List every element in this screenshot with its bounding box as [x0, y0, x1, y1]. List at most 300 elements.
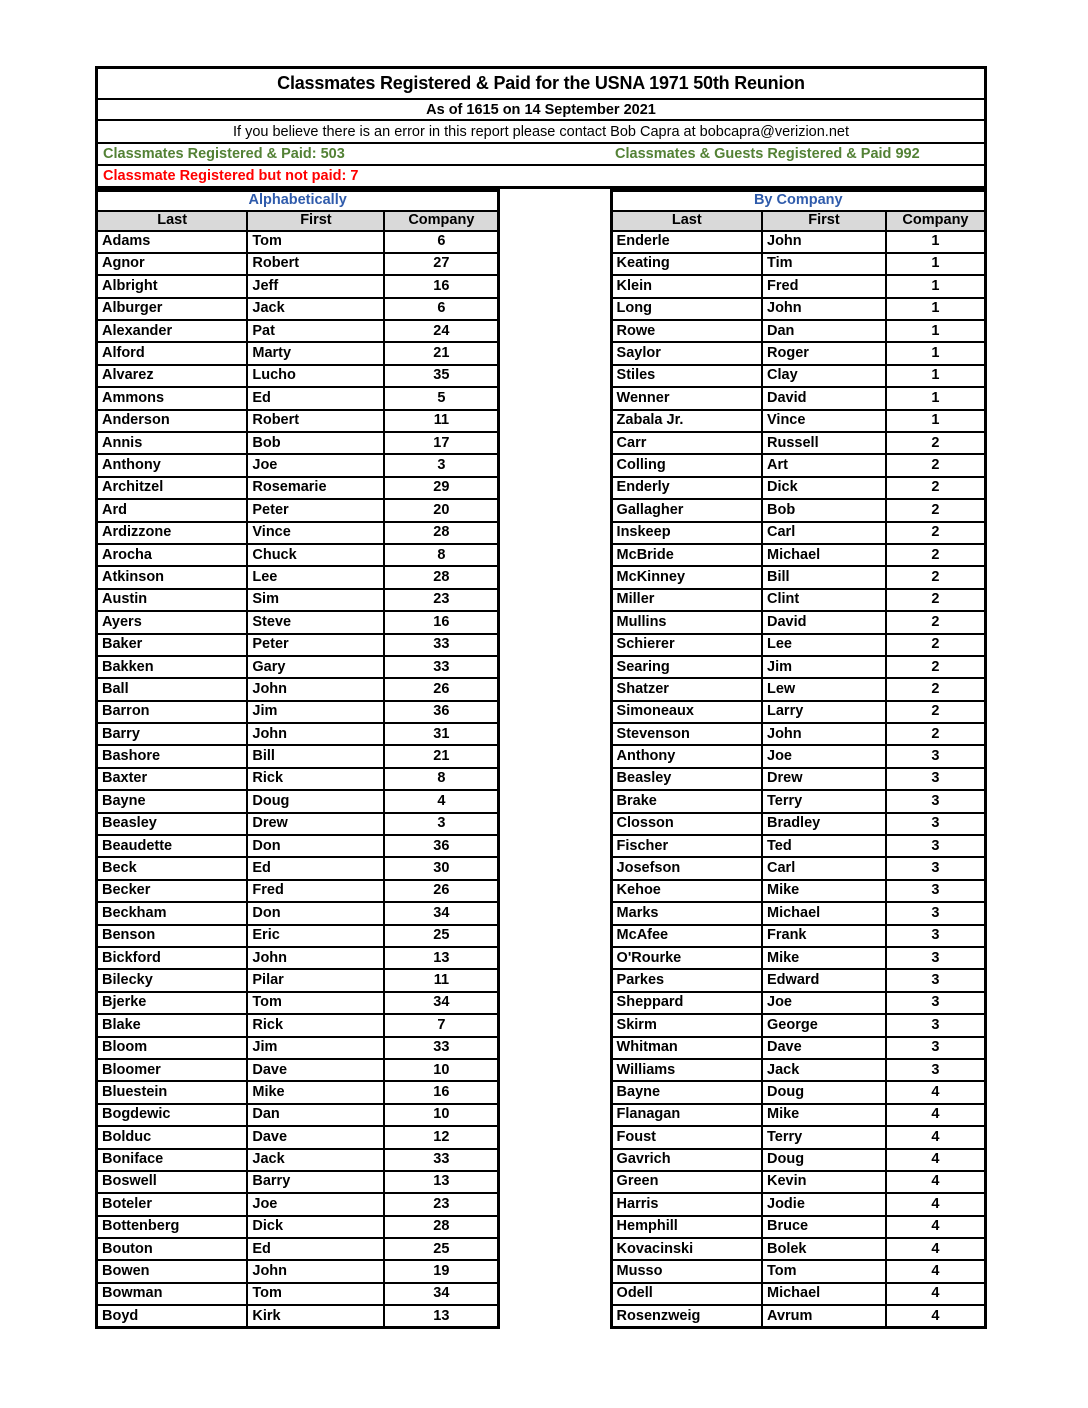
by-company-last-name-cell: Klein [611, 275, 762, 297]
alphabetical-company-cell: 16 [384, 611, 498, 633]
alphabetical-table-row [97, 902, 499, 924]
by-company-last-name-cell: Harris [611, 1193, 762, 1215]
by-company-company-cell: 4 [886, 1126, 986, 1148]
by-company-first-name-cell: Doug [762, 1081, 886, 1103]
alphabetical-first-name-cell: Rick [247, 1014, 384, 1036]
by-company-company-cell: 4 [886, 1238, 986, 1260]
by-company-last-name-cell: Keating [611, 253, 762, 275]
alphabetical-table-row [97, 790, 499, 812]
alphabetical-last-name-cell: Bloom [97, 1037, 248, 1059]
report-contact-note: If you believe there is an error in this report please contact Bob Capra at bobcapra@verizion.net [98, 119, 984, 142]
by-company-company-cell: 2 [886, 477, 986, 499]
alphabetical-first-name-cell: Pilar [247, 969, 384, 991]
by-company-company-cell: 1 [886, 365, 986, 387]
alphabetical-table-row [97, 880, 499, 902]
by-company-company-cell: 3 [886, 813, 986, 835]
alphabetical-company-cell: 16 [384, 1081, 498, 1103]
by-company-company-cell: 2 [886, 522, 986, 544]
alphabetical-table-row [97, 365, 499, 387]
by-company-table-row [611, 253, 985, 275]
alphabetical-first-name-cell: Ed [247, 1238, 384, 1260]
by-company-first-name-cell: Roger [762, 342, 886, 364]
alphabetical-company-cell: 13 [384, 1305, 498, 1327]
alphabetical-company-cell: 19 [384, 1260, 498, 1282]
by-company-company-cell: 2 [886, 656, 986, 678]
by-company-company-cell: 1 [886, 320, 986, 342]
by-company-first-name-cell: Lee [762, 634, 886, 656]
by-company-last-name-cell: Simoneaux [611, 701, 762, 723]
by-company-table [610, 189, 987, 1329]
alphabetical-table-row [97, 253, 499, 275]
section-title-row [611, 191, 985, 211]
alphabetical-company-cell: 16 [384, 275, 498, 297]
alphabetical-first-name-cell: Robert [247, 253, 384, 275]
right-first-column-header: First [762, 211, 886, 231]
alphabetical-first-name-cell: Marty [247, 342, 384, 364]
alphabetical-last-name-cell: Alburger [97, 298, 248, 320]
alphabetical-company-cell: 7 [384, 1014, 498, 1036]
by-company-first-name-cell: George [762, 1014, 886, 1036]
alphabetical-first-name-cell: Kirk [247, 1305, 384, 1327]
by-company-table-row [611, 1081, 985, 1103]
alphabetical-last-name-cell: Arocha [97, 544, 248, 566]
alphabetical-first-name-cell: Dick [247, 1216, 384, 1238]
alphabetical-company-cell: 3 [384, 454, 498, 476]
alphabetical-table-row [97, 477, 499, 499]
by-company-first-name-cell: Kevin [762, 1171, 886, 1193]
alphabetical-first-name-cell: Dave [247, 1126, 384, 1148]
alphabetical-company-cell: 36 [384, 835, 498, 857]
by-company-last-name-cell: Kehoe [611, 880, 762, 902]
by-company-last-name-cell: Hemphill [611, 1216, 762, 1238]
by-company-table-row [611, 410, 985, 432]
alphabetical-last-name-cell: Bowen [97, 1260, 248, 1282]
by-company-company-cell: 2 [886, 566, 986, 588]
by-company-last-name-cell: Mullins [611, 611, 762, 633]
by-company-first-name-cell: Carl [762, 522, 886, 544]
by-company-company-cell: 3 [886, 902, 986, 924]
alphabetical-table-row [97, 522, 499, 544]
by-company-company-cell: 2 [886, 701, 986, 723]
by-company-company-cell: 2 [886, 611, 986, 633]
by-company-company-cell: 2 [886, 678, 986, 700]
alphabetical-last-name-cell: Beckham [97, 902, 248, 924]
alphabetical-company-cell: 3 [384, 813, 498, 835]
by-company-table-row [611, 947, 985, 969]
alphabetical-table-row [97, 1260, 499, 1282]
by-company-first-name-cell: Frank [762, 925, 886, 947]
by-company-table-row [611, 499, 985, 521]
by-company-last-name-cell: Beasley [611, 768, 762, 790]
alphabetical-first-name-cell: Don [247, 902, 384, 924]
alphabetical-company-cell: 28 [384, 522, 498, 544]
by-company-table-row [611, 231, 985, 253]
alphabetical-last-name-cell: Bayne [97, 790, 248, 812]
by-company-last-name-cell: Brake [611, 790, 762, 812]
by-company-company-cell: 3 [886, 947, 986, 969]
alphabetical-first-name-cell: Rick [247, 768, 384, 790]
alphabetical-table-row [97, 634, 499, 656]
alphabetical-table-row [97, 947, 499, 969]
by-company-first-name-cell: Tom [762, 1260, 886, 1282]
alphabetical-company-cell: 8 [384, 544, 498, 566]
alphabetical-last-name-cell: Bickford [97, 947, 248, 969]
by-company-company-cell: 2 [886, 723, 986, 745]
alphabetical-last-name-cell: Boyd [97, 1305, 248, 1327]
alphabetical-company-cell: 4 [384, 790, 498, 812]
alphabetical-company-cell: 11 [384, 410, 498, 432]
alphabetical-table-row [97, 857, 499, 879]
alphabetical-company-cell: 11 [384, 969, 498, 991]
alphabetical-first-name-cell: John [247, 947, 384, 969]
alphabetical-first-name-cell: John [247, 723, 384, 745]
alphabetical-company-cell: 17 [384, 432, 498, 454]
by-company-company-cell: 3 [886, 1014, 986, 1036]
by-company-last-name-cell: Kovacinski [611, 1238, 762, 1260]
alphabetical-last-name-cell: Bjerke [97, 992, 248, 1014]
by-company-last-name-cell: Saylor [611, 342, 762, 364]
alphabetical-first-name-cell: Robert [247, 410, 384, 432]
alphabetical-first-name-cell: Lucho [247, 365, 384, 387]
alphabetical-last-name-cell: Annis [97, 432, 248, 454]
by-company-last-name-cell: Parkes [611, 969, 762, 991]
right-last-column-header: Last [611, 211, 762, 231]
alphabetical-first-name-cell: Chuck [247, 544, 384, 566]
alphabetical-last-name-cell: Boteler [97, 1193, 248, 1215]
alphabetical-last-name-cell: Bilecky [97, 969, 248, 991]
alphabetical-table-row [97, 454, 499, 476]
alphabetical-last-name-cell: Agnor [97, 253, 248, 275]
alphabetical-first-name-cell: Steve [247, 611, 384, 633]
by-company-table-row [611, 1149, 985, 1171]
alphabetical-first-name-cell: Sim [247, 589, 384, 611]
by-company-last-name-cell: Miller [611, 589, 762, 611]
by-company-company-cell: 4 [886, 1171, 986, 1193]
alphabetical-table-row [97, 1193, 499, 1215]
alphabetical-last-name-cell: Anthony [97, 454, 248, 476]
alphabetical-last-name-cell: Bogdewic [97, 1104, 248, 1126]
by-company-first-name-cell: John [762, 298, 886, 320]
alphabetical-company-cell: 33 [384, 1149, 498, 1171]
by-company-last-name-cell: Schierer [611, 634, 762, 656]
alphabetical-first-name-cell: Dave [247, 1059, 384, 1081]
alphabetical-last-name-cell: Adams [97, 231, 248, 253]
by-company-first-name-cell: Michael [762, 902, 886, 924]
alphabetical-last-name-cell: Ard [97, 499, 248, 521]
by-company-table-row [611, 656, 985, 678]
by-company-last-name-cell: Flanagan [611, 1104, 762, 1126]
alphabetical-first-name-cell: Rosemarie [247, 477, 384, 499]
by-company-table-row [611, 1260, 985, 1282]
alphabetical-company-cell: 34 [384, 1283, 498, 1305]
by-company-table-row [611, 678, 985, 700]
by-company-last-name-cell: Foust [611, 1126, 762, 1148]
by-company-company-cell: 1 [886, 298, 986, 320]
alphabetical-company-cell: 25 [384, 925, 498, 947]
by-company-company-cell: 1 [886, 342, 986, 364]
alphabetical-first-name-cell: Joe [247, 1193, 384, 1215]
by-company-company-cell: 2 [886, 454, 986, 476]
by-company-company-cell: 3 [886, 992, 986, 1014]
by-company-first-name-cell: Jim [762, 656, 886, 678]
by-company-last-name-cell: Stiles [611, 365, 762, 387]
alphabetical-first-name-cell: Fred [247, 880, 384, 902]
alphabetical-last-name-cell: Atkinson [97, 566, 248, 588]
by-company-first-name-cell: Dave [762, 1037, 886, 1059]
alphabetical-last-name-cell: Bashore [97, 745, 248, 767]
alphabetical-table-row [97, 925, 499, 947]
by-company-first-name-cell: Joe [762, 745, 886, 767]
by-company-last-name-cell: Wenner [611, 387, 762, 409]
alphabetical-company-cell: 8 [384, 768, 498, 790]
by-company-company-cell: 2 [886, 432, 986, 454]
alphabetical-table-row [97, 544, 499, 566]
by-company-last-name-cell: Rowe [611, 320, 762, 342]
alphabetical-table-row [97, 1216, 499, 1238]
alphabetical-last-name-cell: Ayers [97, 611, 248, 633]
alphabetical-table-row [97, 320, 499, 342]
by-company-company-cell: 3 [886, 745, 986, 767]
by-company-company-cell: 4 [886, 1216, 986, 1238]
reunion-report [95, 66, 987, 1329]
by-company-last-name-cell: Shatzer [611, 678, 762, 700]
alphabetical-company-cell: 34 [384, 902, 498, 924]
by-company-table-row [611, 992, 985, 1014]
by-company-company-cell: 4 [886, 1305, 986, 1327]
alphabetical-first-name-cell: Jim [247, 1037, 384, 1059]
by-company-table-row [611, 432, 985, 454]
alphabetical-table-row [97, 813, 499, 835]
alphabetical-table-row [97, 835, 499, 857]
by-company-company-cell: 1 [886, 275, 986, 297]
by-company-company-cell: 3 [886, 925, 986, 947]
alphabetical-last-name-cell: Baxter [97, 768, 248, 790]
alphabetical-table-row [97, 723, 499, 745]
by-company-first-name-cell: Russell [762, 432, 886, 454]
alphabetical-last-name-cell: Alford [97, 342, 248, 364]
by-company-first-name-cell: David [762, 387, 886, 409]
by-company-first-name-cell: Joe [762, 992, 886, 1014]
alphabetical-table-row [97, 745, 499, 767]
by-company-table-row [611, 1104, 985, 1126]
by-company-first-name-cell: Ted [762, 835, 886, 857]
by-company-first-name-cell: Doug [762, 1149, 886, 1171]
by-company-company-cell: 3 [886, 857, 986, 879]
by-company-first-name-cell: Fred [762, 275, 886, 297]
by-company-section-title: By Company [611, 191, 985, 211]
column-header-row [97, 211, 499, 231]
by-company-first-name-cell: Drew [762, 768, 886, 790]
report-asof: As of 1615 on 14 September 2021 [98, 98, 984, 119]
alphabetical-first-name-cell: Drew [247, 813, 384, 835]
alphabetical-last-name-cell: Boniface [97, 1149, 248, 1171]
alphabetical-table-row [97, 342, 499, 364]
by-company-last-name-cell: Gallagher [611, 499, 762, 521]
by-company-table-row [611, 745, 985, 767]
alphabetical-table-row [97, 499, 499, 521]
by-company-first-name-cell: John [762, 723, 886, 745]
by-company-first-name-cell: Terry [762, 790, 886, 812]
alphabetical-company-cell: 23 [384, 1193, 498, 1215]
alphabetical-table-row [97, 1283, 499, 1305]
alphabetical-first-name-cell: Jack [247, 298, 384, 320]
by-company-first-name-cell: Larry [762, 701, 886, 723]
alphabetical-last-name-cell: Bolduc [97, 1126, 248, 1148]
alphabetical-first-name-cell: Doug [247, 790, 384, 812]
alphabetical-company-cell: 35 [384, 365, 498, 387]
alphabetical-company-cell: 28 [384, 1216, 498, 1238]
alphabetical-last-name-cell: Austin [97, 589, 248, 611]
by-company-first-name-cell: Edward [762, 969, 886, 991]
by-company-first-name-cell: Mike [762, 880, 886, 902]
by-company-table-row [611, 701, 985, 723]
alphabetical-table-row [97, 231, 499, 253]
by-company-company-cell: 4 [886, 1260, 986, 1282]
alphabetical-first-name-cell: Dan [247, 1104, 384, 1126]
by-company-table-row [611, 925, 985, 947]
by-company-last-name-cell: Searing [611, 656, 762, 678]
alphabetical-first-name-cell: Tom [247, 1283, 384, 1305]
alphabetical-last-name-cell: Albright [97, 275, 248, 297]
by-company-company-cell: 2 [886, 544, 986, 566]
by-company-first-name-cell: Bradley [762, 813, 886, 835]
section-title-row [97, 191, 499, 211]
by-company-table-row [611, 1305, 985, 1327]
by-company-table-row [611, 723, 985, 745]
by-company-first-name-cell: Dan [762, 320, 886, 342]
right-company-column-header: Company [886, 211, 986, 231]
classmates-paid-stat: Classmates Registered & Paid: 503 [103, 146, 345, 162]
by-company-last-name-cell: McAfee [611, 925, 762, 947]
by-company-first-name-cell: Terry [762, 1126, 886, 1148]
by-company-first-name-cell: Tim [762, 253, 886, 275]
alphabetical-last-name-cell: Bowman [97, 1283, 248, 1305]
alphabetical-table-row [97, 1149, 499, 1171]
by-company-table-row [611, 342, 985, 364]
by-company-last-name-cell: McBride [611, 544, 762, 566]
by-company-table-row [611, 477, 985, 499]
by-company-first-name-cell: Dick [762, 477, 886, 499]
alphabetical-first-name-cell: Bill [247, 745, 384, 767]
by-company-table-row [611, 544, 985, 566]
by-company-company-cell: 3 [886, 1059, 986, 1081]
by-company-table-row [611, 387, 985, 409]
by-company-table-row [611, 1037, 985, 1059]
alphabetical-first-name-cell: Jeff [247, 275, 384, 297]
by-company-first-name-cell: Bolek [762, 1238, 886, 1260]
alphabetical-company-cell: 36 [384, 701, 498, 723]
alphabetical-section-title: Alphabetically [97, 191, 499, 211]
alphabetical-first-name-cell: Bob [247, 432, 384, 454]
by-company-table-row [611, 1014, 985, 1036]
by-company-table-row [611, 589, 985, 611]
by-company-first-name-cell: Bruce [762, 1216, 886, 1238]
by-company-table-row [611, 275, 985, 297]
by-company-company-cell: 2 [886, 499, 986, 521]
alphabetical-company-cell: 29 [384, 477, 498, 499]
by-company-first-name-cell: Art [762, 454, 886, 476]
by-company-table-row [611, 1059, 985, 1081]
by-company-company-cell: 4 [886, 1104, 986, 1126]
by-company-last-name-cell: Zabala Jr. [611, 410, 762, 432]
by-company-table-row [611, 454, 985, 476]
alphabetical-last-name-cell: Architzel [97, 477, 248, 499]
alphabetical-last-name-cell: Anderson [97, 410, 248, 432]
by-company-first-name-cell: David [762, 611, 886, 633]
alphabetical-first-name-cell: Mike [247, 1081, 384, 1103]
by-company-company-cell: 2 [886, 634, 986, 656]
alphabetical-last-name-cell: Barry [97, 723, 248, 745]
by-company-last-name-cell: Gavrich [611, 1149, 762, 1171]
by-company-table-row [611, 813, 985, 835]
tables-container [95, 189, 987, 1329]
by-company-first-name-cell: Mike [762, 1104, 886, 1126]
guests-paid-stat: Classmates & Guests Registered & Paid 992 [615, 146, 920, 162]
alphabetical-table-row [97, 1059, 499, 1081]
by-company-last-name-cell: Stevenson [611, 723, 762, 745]
by-company-last-name-cell: Williams [611, 1059, 762, 1081]
alphabetical-last-name-cell: Becker [97, 880, 248, 902]
by-company-first-name-cell: Clint [762, 589, 886, 611]
alphabetical-first-name-cell: Lee [247, 566, 384, 588]
by-company-table-row [611, 365, 985, 387]
alphabetical-first-name-cell: Tom [247, 992, 384, 1014]
alphabetical-table-row [97, 992, 499, 1014]
alphabetical-company-cell: 6 [384, 231, 498, 253]
alphabetical-company-cell: 12 [384, 1126, 498, 1148]
by-company-first-name-cell: Bob [762, 499, 886, 521]
alphabetical-table-row [97, 566, 499, 588]
alphabetical-first-name-cell: Joe [247, 454, 384, 476]
by-company-first-name-cell: Jack [762, 1059, 886, 1081]
by-company-table-row [611, 835, 985, 857]
alphabetical-last-name-cell: Ardizzone [97, 522, 248, 544]
by-company-company-cell: 3 [886, 969, 986, 991]
by-company-last-name-cell: Sheppard [611, 992, 762, 1014]
by-company-last-name-cell: McKinney [611, 566, 762, 588]
alphabetical-last-name-cell: Beck [97, 857, 248, 879]
by-company-table-row [611, 969, 985, 991]
by-company-last-name-cell: Skirm [611, 1014, 762, 1036]
registration-stats-row [98, 142, 984, 164]
alphabetical-table-row [97, 1014, 499, 1036]
by-company-first-name-cell: Mike [762, 947, 886, 969]
by-company-company-cell: 3 [886, 835, 986, 857]
column-header-row [611, 211, 985, 231]
alphabetical-last-name-cell: Baker [97, 634, 248, 656]
by-company-table-row [611, 1193, 985, 1215]
by-company-company-cell: 2 [886, 589, 986, 611]
alphabetical-last-name-cell: Bloomer [97, 1059, 248, 1081]
by-company-last-name-cell: O'Rourke [611, 947, 762, 969]
by-company-first-name-cell: Clay [762, 365, 886, 387]
alphabetical-first-name-cell: Vince [247, 522, 384, 544]
alphabetical-last-name-cell: Bouton [97, 1238, 248, 1260]
alphabetical-first-name-cell: Jack [247, 1149, 384, 1171]
alphabetical-last-name-cell: Alexander [97, 320, 248, 342]
alphabetical-table-row [97, 701, 499, 723]
by-company-table-row [611, 1238, 985, 1260]
alphabetical-table-row [97, 387, 499, 409]
alphabetical-last-name-cell: Barron [97, 701, 248, 723]
alphabetical-first-name-cell: Don [247, 835, 384, 857]
alphabetical-company-cell: 20 [384, 499, 498, 521]
by-company-last-name-cell: Inskeep [611, 522, 762, 544]
by-company-table-row [611, 566, 985, 588]
by-company-last-name-cell: Fischer [611, 835, 762, 857]
by-company-first-name-cell: Michael [762, 544, 886, 566]
alphabetical-table [95, 189, 500, 1329]
